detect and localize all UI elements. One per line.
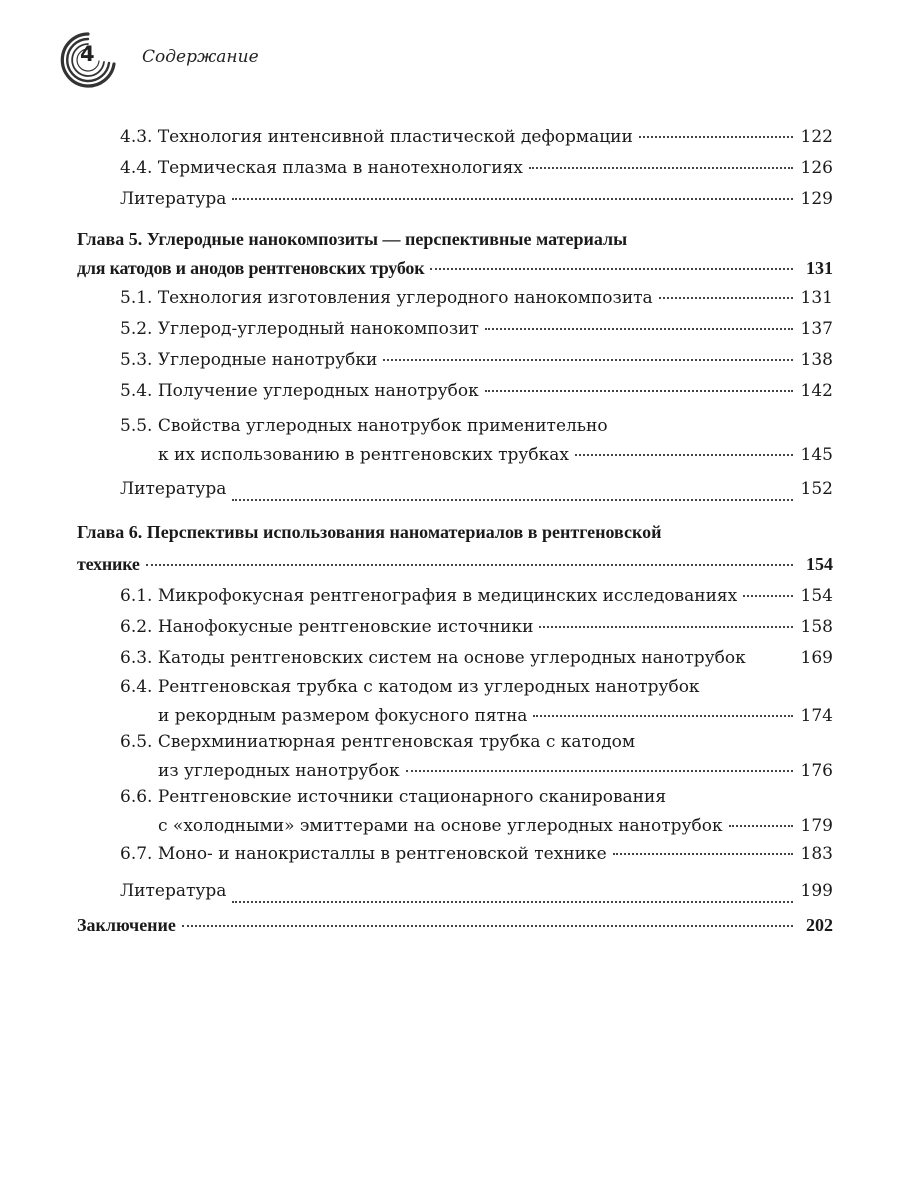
toc-entry-6-6-line1: 6.6. Рентгеновские источники стационарного сканирования (120, 787, 667, 807)
page-header (58, 30, 358, 90)
dot-leader (232, 901, 793, 903)
dot-leader (729, 825, 793, 827)
toc-entry-6-4 (77, 701, 833, 729)
toc-entry-page: 158 (800, 617, 833, 637)
toc-entry-page: 202 (806, 915, 833, 935)
toc-entry-5-1 (77, 283, 833, 314)
toc-entry-5-5-line2: к их использованию в рентгеновских трубках (158, 445, 569, 465)
toc-entry-5-3 (77, 345, 833, 376)
dot-leader (232, 499, 793, 501)
dot-leader (406, 770, 793, 772)
chapter-6-heading (77, 550, 833, 581)
toc-entry-label: 5.2. Углерод-углеродный нанокомпозит (120, 319, 479, 339)
toc-entry-label: 5.3. Углеродные нанотрубки (120, 350, 378, 370)
toc-entry-5-5 (77, 440, 833, 468)
toc-entry-ch5-literature (77, 468, 833, 505)
toc-entry-6-5-line1: 6.5. Сверхминиатюрная рентгеновская трубка с катодом (120, 732, 636, 752)
page-number: 4 (80, 42, 95, 66)
toc-entry-5-5-line1: 5.5. Свойства углеродных нанотрубок применительно (120, 416, 608, 436)
table-of-contents (77, 122, 833, 945)
toc-entry-4-4 (77, 153, 833, 184)
toc-entry-6-4-line2: и рекордным размером фокусного пятна (158, 706, 528, 726)
chapter-5-page: 131 (806, 258, 833, 278)
dot-leader (232, 198, 793, 200)
dot-leader (639, 136, 793, 138)
chapter-6-page: 154 (806, 554, 833, 574)
toc-entry-label: 6.2. Нанофокусные рентгеновские источники (120, 617, 534, 637)
toc-entry-6-5-line2: из углеродных нанотрубок (158, 761, 400, 781)
toc-entry-label: Литература (120, 479, 227, 499)
dot-leader (659, 297, 793, 299)
toc-entry-ch4-literature (77, 184, 833, 215)
toc-entry-label: Литература (120, 189, 227, 209)
toc-entry-label: 6.1. Микрофокусная рентгенография в медицинских исследованиях (120, 586, 738, 606)
chapter-5-title-line2: для катодов и анодов рентгеновских трубок (77, 258, 425, 278)
chapter-6-title-line1: Глава 6. Перспективы использования наноматериалов в рентгеновской (77, 522, 662, 542)
dot-leader (529, 167, 793, 169)
dot-leader (485, 328, 793, 330)
toc-entry-page: 138 (800, 350, 833, 370)
dot-leader (533, 715, 793, 717)
dot-leader (539, 626, 793, 628)
toc-entry-page: 145 (800, 445, 833, 465)
chapter-6-title-line2: технике (77, 554, 140, 574)
toc-entry-page: 129 (800, 189, 833, 209)
chapter-5-heading (77, 254, 833, 283)
toc-entry-6-4-line1: 6.4. Рентгеновская трубка с катодом из углеродных нанотрубок (120, 677, 700, 697)
dot-leader (146, 564, 793, 566)
toc-entry-page: 176 (800, 761, 833, 781)
toc-entry-5-4 (77, 376, 833, 407)
toc-entry-6-6-line2: с «холодными» эмиттерами на основе углеродных нанотрубок (158, 816, 723, 836)
dot-leader (613, 853, 793, 855)
toc-entry-page: 142 (800, 381, 833, 401)
toc-entry-ch6-literature (77, 870, 833, 907)
dot-leader (383, 359, 793, 361)
toc-entry-label: 5.1. Технология изготовления углеродного нанокомпозита (120, 288, 653, 308)
dot-leader (182, 925, 793, 927)
toc-entry-label: 6.3. Катоды рентгеновских систем на основе углеродных нанотрубок (120, 648, 746, 668)
toc-entry-page: 169 (800, 648, 833, 668)
toc-entry-4-3 (77, 122, 833, 153)
dot-leader (485, 390, 793, 392)
toc-entry-label: 4.3. Технология интенсивной пластической деформации (120, 127, 633, 147)
toc-entry-page: 126 (800, 158, 833, 178)
toc-entry-6-5 (77, 756, 833, 784)
toc-entry-page: 154 (800, 586, 833, 606)
toc-entry-page: 174 (800, 706, 833, 726)
toc-entry-page: 122 (800, 127, 833, 147)
toc-entry-page: 137 (800, 319, 833, 339)
toc-entry-6-7 (77, 839, 833, 870)
dot-leader (430, 268, 793, 270)
toc-entry-label: Заключение (77, 915, 176, 935)
toc-entry-5-2 (77, 314, 833, 345)
toc-entry-page: 199 (800, 881, 833, 901)
toc-entry-conclusion (77, 915, 833, 945)
toc-entry-label: 6.7. Моно- и нанокристаллы в рентгеновской технике (120, 844, 607, 864)
toc-entry-page: 183 (800, 844, 833, 864)
toc-entry-page: 179 (800, 816, 833, 836)
toc-entry-6-1 (77, 581, 833, 612)
toc-entry-label: 5.4. Получение углеродных нанотрубок (120, 381, 479, 401)
toc-entry-label: 4.4. Термическая плазма в нанотехнологиях (120, 158, 523, 178)
toc-entry-label: Литература (120, 881, 227, 901)
toc-entry-6-6 (77, 811, 833, 839)
chapter-5-title-line1: Глава 5. Углеродные нанокомпозиты — перспективные материалы (77, 229, 628, 249)
dot-leader (575, 454, 793, 456)
toc-entry-page: 152 (800, 479, 833, 499)
toc-entry-6-3 (77, 643, 833, 674)
toc-entry-6-2 (77, 612, 833, 643)
toc-entry-page: 131 (800, 288, 833, 308)
running-title: Содержание (142, 47, 259, 67)
dot-leader (743, 595, 793, 597)
